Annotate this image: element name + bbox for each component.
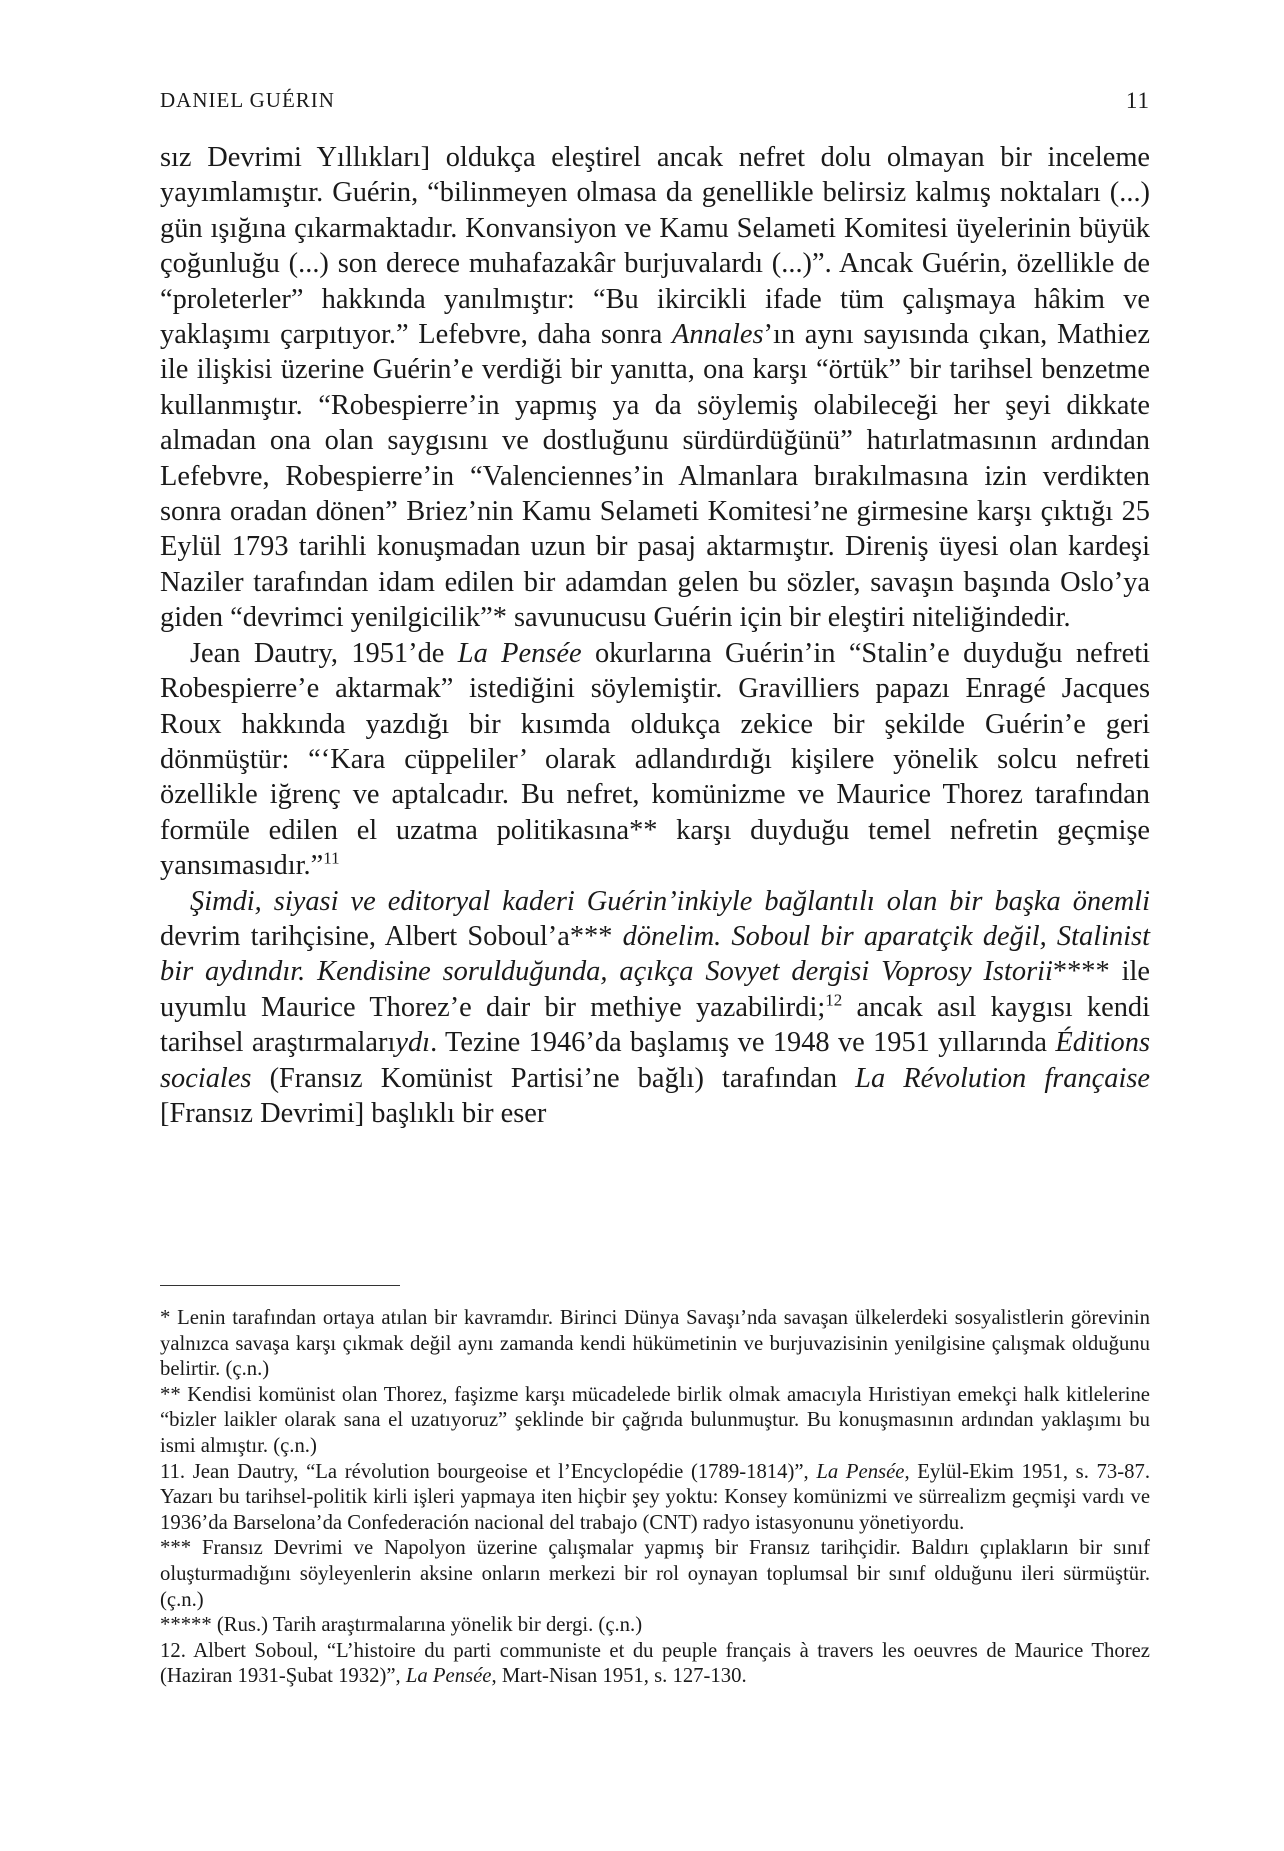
italic-run: La Pensée bbox=[405, 1665, 492, 1688]
text-run: sız Devrimi Yıllıkları] oldukça eleştirel ancak nefret dolu olmayan bir inceleme yayımlamıştır. Guérin, “bilinmeyen olmasa da genellikle belirsiz kalmış noktaları (...) gün ışığına çıkarmaktadır. Konvansiyon ve Kamu Selameti Komitesi üyelerinin büyük çoğunluğu (...) son derece muhafazakâr burjuvalardı (...)”. Ancak Guérin, özellikle de “proleterler” hakkında yanılmıştır: “Bu ikircikli ifade tüm çalışmaya hâkim ve yaklaşımı çarpıtıyor.” Lefebvre, daha sonra bbox=[160, 142, 1150, 351]
text-run: , Mart-Nisan 1951, s. 127-130. bbox=[491, 1665, 747, 1688]
footnote-ref: 12 bbox=[825, 990, 843, 1010]
text-run: * Lenin tarafından ortaya atılan bir kavramdır. Birinci Dünya Savaşı’nda savaşan ülkelerdeki sosyalistlerin görevinin yalnızca savaşa karşı çıkmak değil aynı zamanda kendi hükümetinin ve burjuvazisinin yenilgisine çalışmak olduğunu belirtir. (ç.n.) bbox=[160, 1307, 1150, 1381]
text-run: *** Fransız Devrimi ve Napolyon üzerine çalışmalar yapmış bir Fransız tarihçidir. Baldırı çıplakların bir sınıf oluşturmadığını söyleyenlerin aksine onların merkezi bir rol oynayan toplumsal bir sınıf olduğunu ileri sürmüştür. (ç.n.) bbox=[160, 1537, 1150, 1611]
italic-run: La Révolution française bbox=[855, 1062, 1150, 1094]
italic-run: dönelim. Soboul bir aparatçik değil, Stalinist bir aydındır. Kendisine sorulduğunda, açıkça Sovyet dergisi Voprosy Istorii bbox=[160, 920, 1150, 988]
footnote bbox=[160, 1460, 1150, 1537]
body-paragraph bbox=[160, 140, 1150, 636]
text-run: . Tezine 1946’da başlamış ve 1948 ve 1951 yıllarında bbox=[430, 1027, 1056, 1059]
footnote-ref: 11 bbox=[323, 848, 340, 868]
running-header bbox=[160, 88, 1150, 118]
italic-run: La Pensée bbox=[457, 637, 582, 669]
footnote-separator bbox=[160, 1285, 400, 1286]
body-paragraph bbox=[160, 884, 1150, 1132]
text-run: devrim tarihçisine, Albert Soboul’a*** bbox=[160, 920, 623, 952]
page-number: 11 bbox=[1125, 88, 1150, 113]
text-run: 12. Albert Soboul, “L’histoire du parti communiste et du peuple français à travers les oeuvres de Maurice Thorez (Haziran 1931-Şubat 1932)”, bbox=[160, 1639, 1150, 1688]
italic-run: Annales bbox=[672, 319, 764, 351]
italic-run: Şimdi, siyasi ve editoryal kaderi Guérin’inkiyle bağlantılı olan bir başka önemli bbox=[190, 885, 1150, 917]
footnotes bbox=[160, 1306, 1150, 1690]
italic-run: La Pensée bbox=[816, 1460, 905, 1483]
italic-run: Éditions sociales bbox=[160, 1027, 1150, 1094]
text-run: ancak asıl kaygısı kendi tarihsel araştırmaları bbox=[160, 991, 1150, 1059]
main-text bbox=[160, 140, 1150, 1131]
italic-run: ydı bbox=[395, 1027, 431, 1059]
footnote bbox=[160, 1536, 1150, 1613]
text-run: ’ın aynı sayısında çıkan, Mathiez ile ilişkisi üzerine Guérin’e verdiği bir yanıtta, ona karşı “örtük” bir tarihsel benzetme kullanmıştır. “Robespierre’in yapmış ya da söylemiş olabileceği her şeyi dikkate almadan ona olan saygısını ve dostluğunu sürdürdüğünü” hatırlatmasının ardından Lefebvre, Robespierre’in “Valenciennes’in Almanlara bırakılmasına izin verdikten sonra oradan dönen” Briez’nin Kamu Selameti Komitesi’ne girmesine karşı çıktığı 25 Eylül 1793 tarihli konuşmadan uzun bir pasaj aktarmıştır. Direniş üyesi olan kardeşi Naziler tarafından idam edilen bir adamdan gelen bu sözler, savaşın başında Oslo’ya giden “devrimci yenilgicilik”* savunucusu Guérin için bir eleştiri niteliğindedir. bbox=[160, 319, 1150, 634]
text-run: Jean Dautry, 1951’de bbox=[190, 637, 458, 669]
footnote bbox=[160, 1639, 1150, 1690]
running-header-author: DANIEL GUÉRIN bbox=[160, 88, 335, 112]
text-run: (Fransız Komünist Partisi’ne bağlı) tarafından bbox=[251, 1062, 856, 1094]
footnote bbox=[160, 1613, 1150, 1639]
footnote bbox=[160, 1306, 1150, 1383]
text-run: **** ile uyumlu Maurice Thorez’e dair bir methiye yazabilirdi; bbox=[160, 956, 1150, 1023]
text-run: okurlarına Guérin’in “Stalin’e duyduğu nefreti Robespierre’e aktarmak” istediğini söylemiştir. Gravilliers papazı Enragé Jacques Roux hakkında yazdığı bir kısımda oldukça zekice bir şekilde Guérin’e geri dönmüştür: “‘Kara cüppeliler’ olarak adlandırdığı kişilere yönelik solcu nefreti özellikle iğrenç ve aptalcadır. Bu nefret, komünizme ve Maurice Thorez tarafından formüle edilen el uzatma politikasına** karşı duyduğu temel nefretin geçmişe yansımasıdır.” bbox=[160, 637, 1150, 882]
text-run: , Eylül-Ekim 1951, s. 73-87. Yazarı bu tarihsel-politik kirli işleri yapmaya iten hiçbir şey yoktu: Konsey komünizmi ve sürrealizm geçmişi vardı ve 1936’da Barselona’da Confederación nacional del trabajo (CNT) radyo istasyonunu yönetiyordu. bbox=[160, 1460, 1150, 1534]
footnote bbox=[160, 1383, 1150, 1460]
body-paragraph bbox=[160, 636, 1150, 884]
text-run: ** Kendisi komünist olan Thorez, faşizme karşı mücadelede birlik olmak amacıyla Hıristiyan emekçi halk kitlelerine “bizler laikler olarak sana el uzatıyoruz” şeklinde bir çağrıda bulunmuştur. Bu konuşmasının ardından yaklaşımı bu ismi almıştır. (ç.n.) bbox=[160, 1383, 1150, 1457]
text-run: [Fransız Devrimi] başlıklı bir eser bbox=[160, 1097, 547, 1129]
text-run: ***** (Rus.) Tarih araştırmalarına yönelik bir dergi. (ç.n.) bbox=[160, 1614, 643, 1637]
text-run: 11. Jean Dautry, “La révolution bourgeoise et l’Encyclopédie (1789-1814)”, bbox=[160, 1460, 817, 1483]
